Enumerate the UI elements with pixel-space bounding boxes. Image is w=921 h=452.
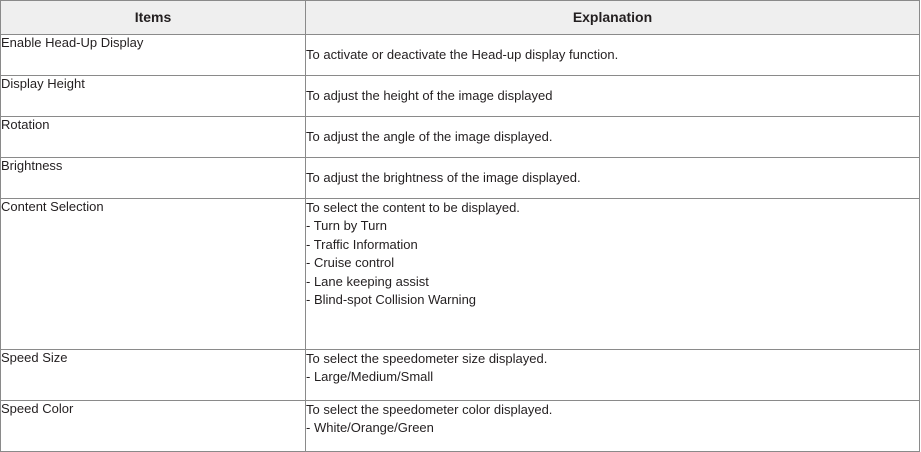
table-row xyxy=(1,117,920,158)
column-header-items: Items xyxy=(1,1,306,35)
table-row xyxy=(1,158,920,199)
explanation-line: To adjust the brightness of the image displayed. xyxy=(306,169,581,185)
table-header xyxy=(1,1,920,35)
explanation-line: To adjust the angle of the image displayed. xyxy=(306,128,553,144)
table-body xyxy=(1,35,920,452)
explanation-line: To select the speedometer color displayed. xyxy=(306,402,553,417)
table-row xyxy=(1,199,920,350)
item-cell: Speed Color xyxy=(1,401,306,452)
explanation-cell xyxy=(306,158,920,199)
explanation-line: - Cruise control xyxy=(306,255,395,271)
item-cell: Speed Size xyxy=(1,350,306,401)
explanation-line: To select the content to be displayed. xyxy=(306,200,520,215)
explanation-line: - Lane keeping assist xyxy=(306,273,429,289)
explanation-line: - White/Orange/Green xyxy=(306,420,434,436)
item-cell: Content Selection xyxy=(1,199,306,350)
explanation-line: To select the speedometer size displayed. xyxy=(306,351,548,366)
explanation-line: - Large/Medium/Small xyxy=(306,369,434,385)
item-cell: Enable Head-Up Display xyxy=(1,35,306,76)
explanation-line: - Blind-spot Collision Warning xyxy=(306,292,477,308)
explanation-line: To adjust the height of the image displayed xyxy=(306,87,553,103)
explanation-line: - Turn by Turn xyxy=(306,218,387,234)
explanation-line: To activate or deactivate the Head-up display function. xyxy=(306,46,619,62)
table-row xyxy=(1,401,920,452)
explanation-cell xyxy=(306,350,920,401)
explanation-cell xyxy=(306,76,920,117)
item-cell: Rotation xyxy=(1,117,306,158)
explanation-cell xyxy=(306,35,920,76)
table-row xyxy=(1,35,920,76)
explanation-line: - Traffic Information xyxy=(306,236,418,252)
table-header-row xyxy=(1,1,920,35)
item-cell: Brightness xyxy=(1,158,306,199)
explanation-cell xyxy=(306,199,920,350)
explanation-cell xyxy=(306,401,920,452)
table-row xyxy=(1,350,920,401)
column-header-explanation: Explanation xyxy=(306,1,920,35)
table-row xyxy=(1,76,920,117)
item-cell: Display Height xyxy=(1,76,306,117)
explanation-cell xyxy=(306,117,920,158)
